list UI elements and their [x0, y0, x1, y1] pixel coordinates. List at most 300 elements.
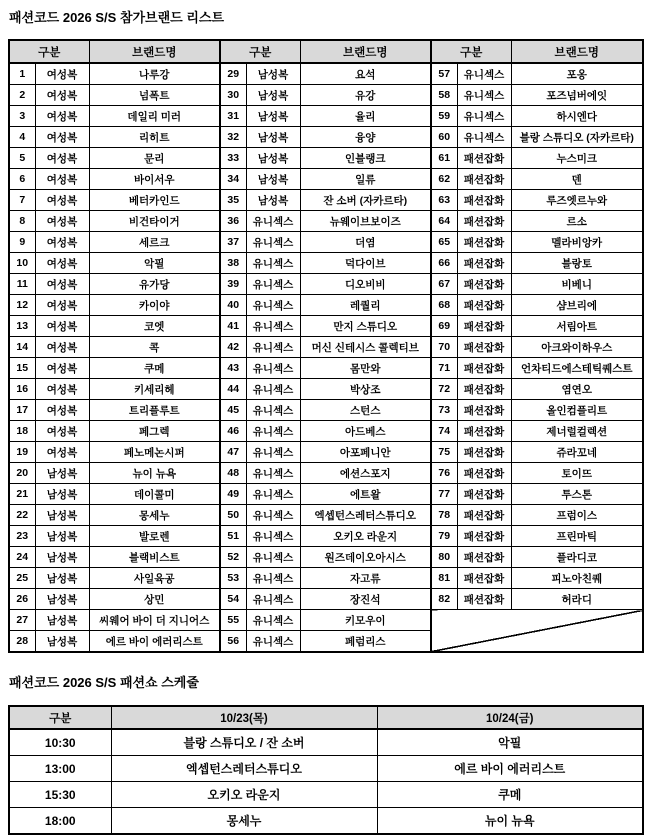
brand-row: [9, 463, 643, 484]
brand-no-cell: 3: [9, 106, 35, 127]
brand-row: [9, 505, 643, 526]
brand-no-cell: 63: [431, 190, 457, 211]
brand-list-title: 패션코드 2026 S/S 참가브랜드 리스트: [9, 10, 225, 25]
brand-category-cell: 패션잡화: [457, 148, 511, 169]
brand-name-cell: 베터카인드: [89, 190, 220, 211]
brand-name-cell: 비베니: [511, 274, 643, 295]
brand-category-cell: 여성복: [35, 232, 89, 253]
brand-category-cell: 여성복: [35, 85, 89, 106]
brand-name-cell: 올인컴플리트: [511, 400, 643, 421]
brand-no-cell: 77: [431, 484, 457, 505]
brand-category-cell: 패션잡화: [457, 463, 511, 484]
brand-name-cell: 트리플루트: [89, 400, 220, 421]
brand-no-cell: 34: [220, 169, 246, 190]
brand-category-cell: 패션잡화: [457, 358, 511, 379]
brand-row: [9, 295, 643, 316]
brand-category-cell: 남성복: [246, 106, 300, 127]
brand-no-cell: 11: [9, 274, 35, 295]
brand-name-cell: 제너럴컬렉션: [511, 421, 643, 442]
brand-category-cell: 여성복: [35, 211, 89, 232]
brand-category-cell: 유니섹스: [246, 232, 300, 253]
schedule-thu-cell: 몽세누: [111, 808, 377, 835]
brand-category-cell: 남성복: [246, 148, 300, 169]
brand-no-cell: 12: [9, 295, 35, 316]
brand-category-cell: 유니섹스: [246, 295, 300, 316]
schedule-header-row: [9, 706, 643, 729]
brand-name-cell: 문리: [89, 148, 220, 169]
brand-category-cell: 유니섹스: [246, 463, 300, 484]
brand-no-cell: 53: [220, 568, 246, 589]
brand-name-cell: 누스미크: [511, 148, 643, 169]
brand-category-cell: 여성복: [35, 190, 89, 211]
brand-category-cell: 유니섹스: [246, 505, 300, 526]
brand-name-cell: 발로렌: [89, 526, 220, 547]
brand-name-cell: 염연오: [511, 379, 643, 400]
brand-no-cell: 26: [9, 589, 35, 610]
brand-no-cell: 5: [9, 148, 35, 169]
brand-no-cell: 81: [431, 568, 457, 589]
schedule-time-cell: 18:00: [9, 808, 111, 835]
brand-name-cell: 페노메논시퍼: [89, 442, 220, 463]
brand-row: [9, 316, 643, 337]
brand-category-cell: 남성복: [35, 589, 89, 610]
brand-no-cell: 37: [220, 232, 246, 253]
brand-list-header-row: [9, 40, 643, 63]
brand-name-cell: 콕: [89, 337, 220, 358]
brand-no-cell: 41: [220, 316, 246, 337]
brand-category-cell: 유니섹스: [246, 421, 300, 442]
brand-name-cell: 블랑토: [511, 253, 643, 274]
brand-name-cell: 악필: [89, 253, 220, 274]
brand-name-cell: 상민: [89, 589, 220, 610]
brand-category-cell: 패션잡화: [457, 400, 511, 421]
brand-name-cell: 유강: [300, 85, 431, 106]
brand-row: [9, 127, 643, 148]
schedule-fri-cell: 에르 바이 에러리스트: [377, 756, 643, 782]
brand-no-cell: 39: [220, 274, 246, 295]
brand-row: [9, 526, 643, 547]
brand-name-cell: 서림아트: [511, 316, 643, 337]
brand-no-cell: 1: [9, 63, 35, 85]
header-brand: 브랜드명: [89, 40, 220, 63]
brand-no-cell: 78: [431, 505, 457, 526]
schedule-time-cell: 15:30: [9, 782, 111, 808]
brand-category-cell: 여성복: [35, 106, 89, 127]
brand-category-cell: 남성복: [35, 505, 89, 526]
schedule-fri-cell: 악필: [377, 729, 643, 756]
brand-category-cell: 패션잡화: [457, 337, 511, 358]
brand-no-cell: 70: [431, 337, 457, 358]
brand-no-cell: 27: [9, 610, 35, 631]
brand-name-cell: 덴: [511, 169, 643, 190]
schedule-row: [9, 808, 643, 835]
brand-no-cell: 14: [9, 337, 35, 358]
brand-category-cell: 남성복: [35, 526, 89, 547]
brand-category-cell: 패션잡화: [457, 274, 511, 295]
brand-name-cell: 쿠메: [89, 358, 220, 379]
brand-name-cell: 투스톤: [511, 484, 643, 505]
brand-name-cell: 키모우이: [300, 610, 431, 631]
brand-category-cell: 패션잡화: [457, 589, 511, 610]
header-category: 구분: [220, 40, 300, 63]
brand-name-cell: 융양: [300, 127, 431, 148]
brand-category-cell: 패션잡화: [457, 211, 511, 232]
brand-category-cell: 패션잡화: [457, 442, 511, 463]
brand-row: [9, 568, 643, 589]
brand-no-cell: 51: [220, 526, 246, 547]
brand-name-cell: 사일육공: [89, 568, 220, 589]
brand-no-cell: 59: [431, 106, 457, 127]
brand-name-cell: 샴브리에: [511, 295, 643, 316]
schedule-row: [9, 756, 643, 782]
brand-name-cell: 넘폭트: [89, 85, 220, 106]
brand-category-cell: 유니섹스: [246, 568, 300, 589]
brand-category-cell: 유니섹스: [246, 526, 300, 547]
brand-category-cell: 유니섹스: [457, 127, 511, 148]
brand-no-cell: 17: [9, 400, 35, 421]
brand-row: [9, 337, 643, 358]
brand-row: [9, 253, 643, 274]
brand-name-cell: 루즈엣르누와: [511, 190, 643, 211]
brand-name-cell: 페그렉: [89, 421, 220, 442]
brand-no-cell: 60: [431, 127, 457, 148]
brand-name-cell: 포즈넘버에잇: [511, 85, 643, 106]
brand-name-cell: 데일리 미러: [89, 106, 220, 127]
brand-category-cell: 유니섹스: [457, 106, 511, 127]
brand-no-cell: 69: [431, 316, 457, 337]
schedule-thu-cell: 블랑 스튜디오 / 잔 소버: [111, 729, 377, 756]
brand-no-cell: 25: [9, 568, 35, 589]
brand-no-cell: 73: [431, 400, 457, 421]
brand-no-cell: 74: [431, 421, 457, 442]
brand-no-cell: 50: [220, 505, 246, 526]
schedule-thu-cell: 오키오 라운지: [111, 782, 377, 808]
brand-name-cell: 요석: [300, 63, 431, 85]
brand-name-cell: 율리: [300, 106, 431, 127]
brand-name-cell: 디오비비: [300, 274, 431, 295]
brand-name-cell: 페럼리스: [300, 631, 431, 653]
schedule-title: 패션코드 2026 S/S 패션쇼 스케줄: [9, 675, 199, 690]
brand-category-cell: 여성복: [35, 337, 89, 358]
brand-no-cell: 45: [220, 400, 246, 421]
brand-name-cell: 씨웨어 바이 더 지니어스: [89, 610, 220, 631]
brand-row: [9, 442, 643, 463]
brand-name-cell: 스턴스: [300, 400, 431, 421]
brand-name-cell: 몽세누: [89, 505, 220, 526]
brand-name-cell: 세르크: [89, 232, 220, 253]
header-category: 구분: [431, 40, 511, 63]
brand-category-cell: 남성복: [246, 169, 300, 190]
brand-category-cell: 유니섹스: [246, 547, 300, 568]
brand-name-cell: 나루강: [89, 63, 220, 85]
brand-name-cell: 뉴웨이브보이즈: [300, 211, 431, 232]
brand-no-cell: 71: [431, 358, 457, 379]
brand-category-cell: 여성복: [35, 442, 89, 463]
brand-name-cell: 더염: [300, 232, 431, 253]
brand-category-cell: 여성복: [35, 63, 89, 85]
brand-row: [9, 610, 643, 631]
brand-no-cell: 20: [9, 463, 35, 484]
brand-name-cell: 아포페니안: [300, 442, 431, 463]
brand-row: [9, 421, 643, 442]
brand-row: [9, 85, 643, 106]
brand-category-cell: 패션잡화: [457, 484, 511, 505]
brand-no-cell: 6: [9, 169, 35, 190]
brand-category-cell: 남성복: [35, 547, 89, 568]
brand-no-cell: 46: [220, 421, 246, 442]
brand-name-cell: 유가당: [89, 274, 220, 295]
brand-category-cell: 유니섹스: [246, 337, 300, 358]
brand-no-cell: 66: [431, 253, 457, 274]
brand-category-cell: 남성복: [35, 631, 89, 653]
brand-category-cell: 패션잡화: [457, 379, 511, 400]
brand-category-cell: 남성복: [35, 463, 89, 484]
brand-category-cell: 남성복: [35, 610, 89, 631]
brand-no-cell: 48: [220, 463, 246, 484]
brand-no-cell: 8: [9, 211, 35, 232]
brand-category-cell: 여성복: [35, 379, 89, 400]
brand-no-cell: 64: [431, 211, 457, 232]
brand-no-cell: 28: [9, 631, 35, 653]
brand-row: [9, 484, 643, 505]
brand-category-cell: 패션잡화: [457, 316, 511, 337]
brand-row: [9, 547, 643, 568]
brand-name-cell: 바이서우: [89, 169, 220, 190]
brand-name-cell: 피노아친퀘: [511, 568, 643, 589]
brand-category-cell: 여성복: [35, 400, 89, 421]
brand-category-cell: 여성복: [35, 253, 89, 274]
brand-name-cell: 플라디코: [511, 547, 643, 568]
brand-name-cell: 토이뜨: [511, 463, 643, 484]
brand-name-cell: 블랙비스트: [89, 547, 220, 568]
brand-name-cell: 뉴이 뉴욕: [89, 463, 220, 484]
brand-no-cell: 9: [9, 232, 35, 253]
brand-name-cell: 프린마틱: [511, 526, 643, 547]
brand-category-cell: 패션잡화: [457, 295, 511, 316]
brand-no-cell: 24: [9, 547, 35, 568]
brand-no-cell: 54: [220, 589, 246, 610]
brand-category-cell: 유니섹스: [246, 358, 300, 379]
brand-category-cell: 패션잡화: [457, 169, 511, 190]
brand-category-cell: 여성복: [35, 421, 89, 442]
brand-category-cell: 유니섹스: [457, 85, 511, 106]
brand-category-cell: 남성복: [246, 190, 300, 211]
brand-name-cell: 만지 스튜디오: [300, 316, 431, 337]
brand-name-cell: 하시엔다: [511, 106, 643, 127]
brand-no-cell: 22: [9, 505, 35, 526]
brand-no-cell: 13: [9, 316, 35, 337]
brand-name-cell: 머신 신테시스 콜렉티브: [300, 337, 431, 358]
brand-no-cell: 36: [220, 211, 246, 232]
brand-no-cell: 72: [431, 379, 457, 400]
schedule-fri-cell: 뉴이 뉴욕: [377, 808, 643, 835]
brand-category-cell: 패션잡화: [457, 568, 511, 589]
brand-category-cell: 유니섹스: [246, 484, 300, 505]
brand-category-cell: 패션잡화: [457, 526, 511, 547]
brand-no-cell: 76: [431, 463, 457, 484]
brand-name-cell: 허라디: [511, 589, 643, 610]
brand-category-cell: 유니섹스: [457, 63, 511, 85]
schedule-row: [9, 729, 643, 756]
brand-no-cell: 49: [220, 484, 246, 505]
brand-name-cell: 멜라비앙카: [511, 232, 643, 253]
brand-list-table: [8, 39, 644, 653]
brand-category-cell: 패션잡화: [457, 190, 511, 211]
brand-no-cell: 65: [431, 232, 457, 253]
brand-no-cell: 32: [220, 127, 246, 148]
brand-name-cell: 키세리헤: [89, 379, 220, 400]
brand-no-cell: 68: [431, 295, 457, 316]
schedule-time-cell: 10:30: [9, 729, 111, 756]
brand-name-cell: 잔 소버 (자카르타): [300, 190, 431, 211]
brand-name-cell: 몸만와: [300, 358, 431, 379]
brand-no-cell: 58: [431, 85, 457, 106]
brand-no-cell: 38: [220, 253, 246, 274]
brand-name-cell: 코엣: [89, 316, 220, 337]
brand-no-cell: 55: [220, 610, 246, 631]
brand-category-cell: 유니섹스: [246, 253, 300, 274]
brand-name-cell: 블랑 스튜디오 (자카르타): [511, 127, 643, 148]
brand-category-cell: 여성복: [35, 358, 89, 379]
brand-name-cell: 에션스포지: [300, 463, 431, 484]
brand-no-cell: 33: [220, 148, 246, 169]
brand-category-cell: 남성복: [35, 484, 89, 505]
brand-category-cell: 유니섹스: [246, 274, 300, 295]
brand-name-cell: 오키오 라운지: [300, 526, 431, 547]
brand-name-cell: 덕다이브: [300, 253, 431, 274]
brand-name-cell: 엑셉턴스레터스튜디오: [300, 505, 431, 526]
schedule-row: [9, 782, 643, 808]
brand-category-cell: 유니섹스: [246, 379, 300, 400]
brand-row: [9, 358, 643, 379]
brand-no-cell: 82: [431, 589, 457, 610]
brand-no-cell: 10: [9, 253, 35, 274]
brand-category-cell: 유니섹스: [246, 442, 300, 463]
brand-row: [9, 211, 643, 232]
schedule-time-cell: 13:00: [9, 756, 111, 782]
brand-name-cell: 아크와이하우스: [511, 337, 643, 358]
brand-name-cell: 박상조: [300, 379, 431, 400]
brand-name-cell: 프럼이스: [511, 505, 643, 526]
schedule-fri-cell: 쿠메: [377, 782, 643, 808]
brand-category-cell: 여성복: [35, 169, 89, 190]
brand-name-cell: 리히트: [89, 127, 220, 148]
brand-no-cell: 15: [9, 358, 35, 379]
brand-category-cell: 여성복: [35, 274, 89, 295]
schedule-table: [8, 705, 644, 835]
brand-no-cell: 61: [431, 148, 457, 169]
brand-category-cell: 유니섹스: [246, 610, 300, 631]
brand-no-cell: 18: [9, 421, 35, 442]
brand-category-cell: 여성복: [35, 127, 89, 148]
brand-no-cell: 79: [431, 526, 457, 547]
brand-name-cell: 레퀄리: [300, 295, 431, 316]
brand-no-cell: 35: [220, 190, 246, 211]
brand-category-cell: 유니섹스: [246, 211, 300, 232]
brand-row: [9, 589, 643, 610]
brand-category-cell: 여성복: [35, 148, 89, 169]
brand-row: [9, 274, 643, 295]
brand-category-cell: 남성복: [246, 85, 300, 106]
schedule-header-thu: 10/23(목): [111, 706, 377, 729]
schedule-thu-cell: 엑셉턴스레터스튜디오: [111, 756, 377, 782]
brand-category-cell: 유니섹스: [246, 316, 300, 337]
brand-name-cell: 언차티드에스테틱퀘스트: [511, 358, 643, 379]
brand-no-cell: 19: [9, 442, 35, 463]
brand-category-cell: 여성복: [35, 316, 89, 337]
brand-name-cell: 인블랭크: [300, 148, 431, 169]
brand-no-cell: 47: [220, 442, 246, 463]
brand-row: [9, 190, 643, 211]
brand-category-cell: 남성복: [246, 127, 300, 148]
brand-category-cell: 남성복: [35, 568, 89, 589]
brand-no-cell: 23: [9, 526, 35, 547]
brand-no-cell: 42: [220, 337, 246, 358]
brand-no-cell: 21: [9, 484, 35, 505]
brand-no-cell: 2: [9, 85, 35, 106]
schedule-header-time: 구분: [9, 706, 111, 729]
brand-name-cell: 데이콜미: [89, 484, 220, 505]
brand-name-cell: 쥬라꼬네: [511, 442, 643, 463]
brand-no-cell: 56: [220, 631, 246, 653]
header-category: 구분: [9, 40, 89, 63]
brand-category-cell: 남성복: [246, 63, 300, 85]
brand-name-cell: 비건타이거: [89, 211, 220, 232]
brand-row: [9, 232, 643, 253]
brand-no-cell: 4: [9, 127, 35, 148]
brand-no-cell: 44: [220, 379, 246, 400]
header-brand: 브랜드명: [511, 40, 643, 63]
brand-name-cell: 포옹: [511, 63, 643, 85]
brand-category-cell: 패션잡화: [457, 547, 511, 568]
brand-no-cell: 43: [220, 358, 246, 379]
brand-no-cell: 29: [220, 63, 246, 85]
brand-category-cell: 패션잡화: [457, 421, 511, 442]
brand-name-cell: 르소: [511, 211, 643, 232]
brand-no-cell: 52: [220, 547, 246, 568]
brand-category-cell: 유니섹스: [246, 631, 300, 653]
brand-row: [9, 379, 643, 400]
brand-category-cell: 유니섹스: [246, 589, 300, 610]
brand-row: [9, 400, 643, 421]
brand-no-cell: 40: [220, 295, 246, 316]
brand-name-cell: 일류: [300, 169, 431, 190]
brand-name-cell: 에르 바이 에러리스트: [89, 631, 220, 653]
brand-name-cell: 아드베스: [300, 421, 431, 442]
header-brand: 브랜드명: [300, 40, 431, 63]
brand-no-cell: 57: [431, 63, 457, 85]
brand-category-cell: 패션잡화: [457, 253, 511, 274]
brand-name-cell: 원즈데이오아시스: [300, 547, 431, 568]
brand-no-cell: 80: [431, 547, 457, 568]
brand-category-cell: 유니섹스: [246, 400, 300, 421]
brand-row: [9, 106, 643, 127]
brand-no-cell: 31: [220, 106, 246, 127]
brand-name-cell: 에트왈: [300, 484, 431, 505]
brand-name-cell: 자고류: [300, 568, 431, 589]
empty-diagonal-cell: [431, 610, 643, 653]
brand-category-cell: 패션잡화: [457, 505, 511, 526]
brand-name-cell: 장진석: [300, 589, 431, 610]
schedule-header-fri: 10/24(금): [377, 706, 643, 729]
brand-no-cell: 67: [431, 274, 457, 295]
brand-no-cell: 75: [431, 442, 457, 463]
brand-no-cell: 7: [9, 190, 35, 211]
brand-no-cell: 62: [431, 169, 457, 190]
brand-name-cell: 카이야: [89, 295, 220, 316]
brand-no-cell: 16: [9, 379, 35, 400]
brand-row: [9, 63, 643, 85]
